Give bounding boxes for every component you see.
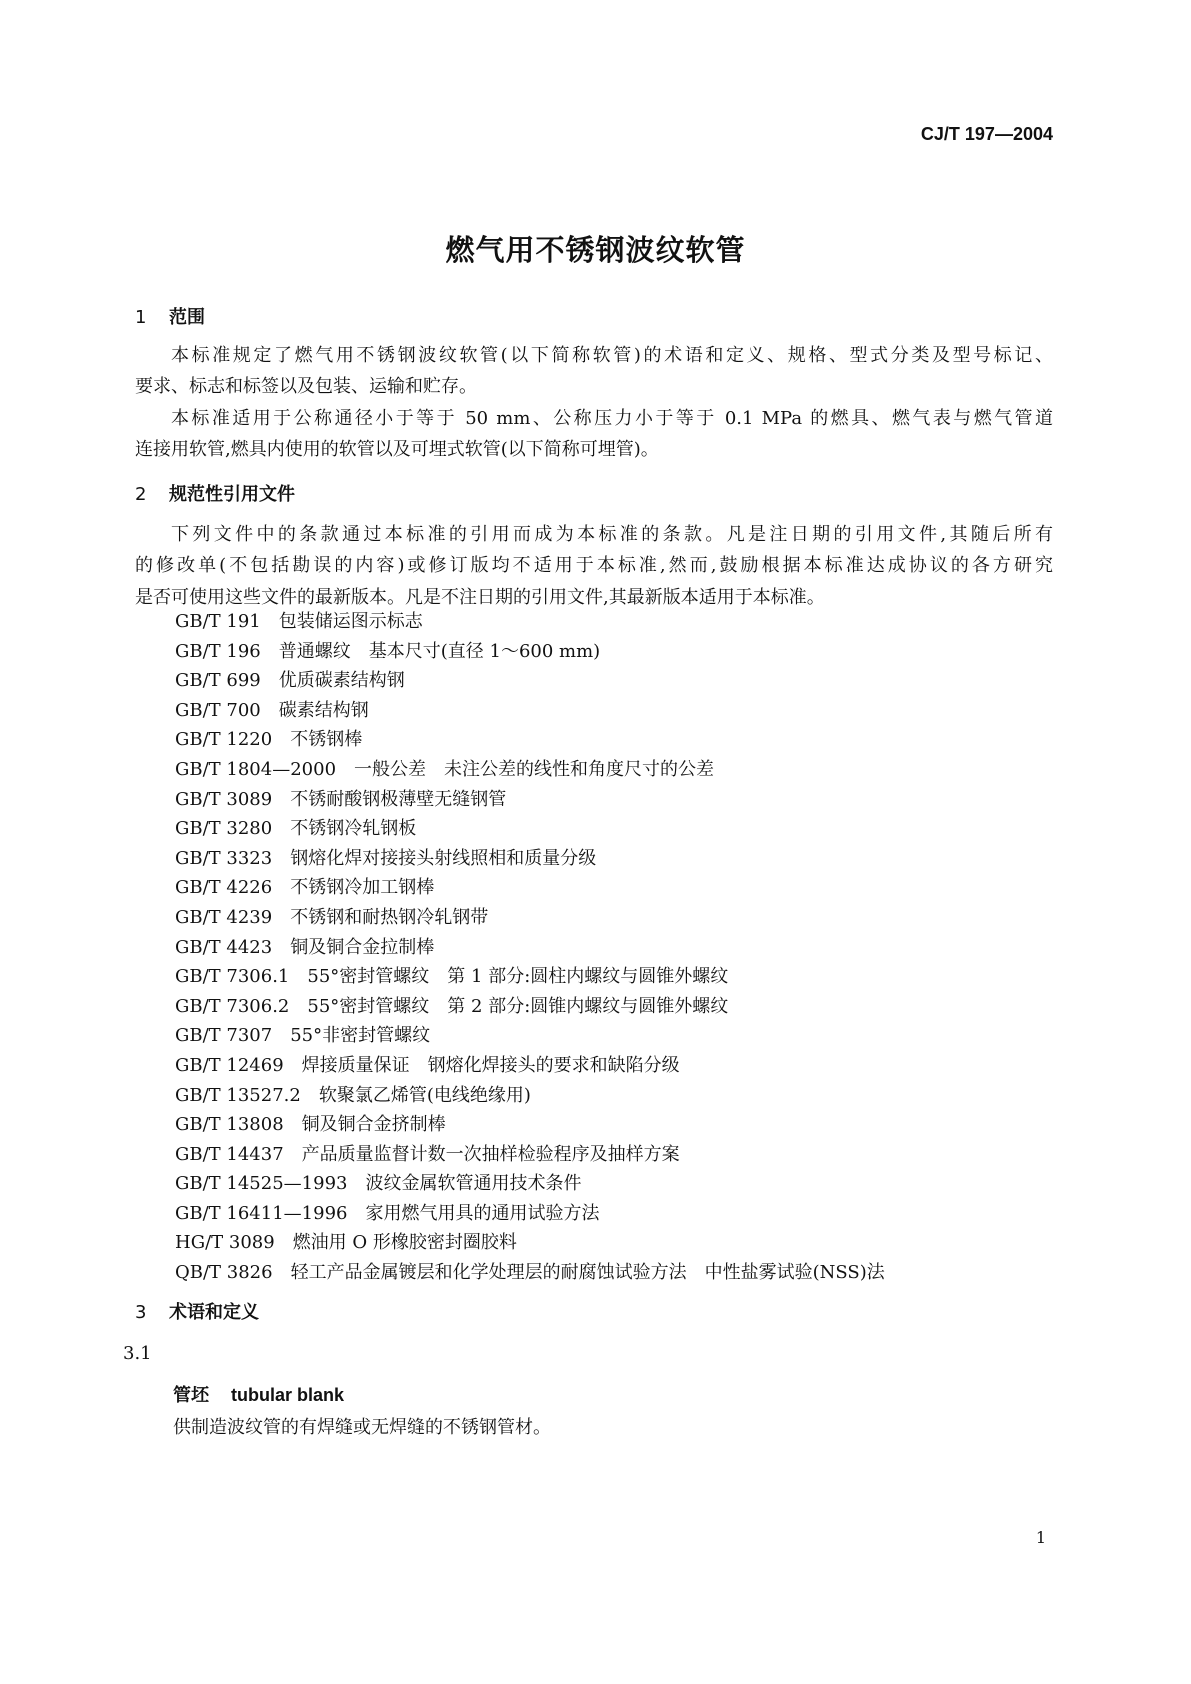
reference-item [175,933,885,963]
reference-item [175,992,885,1022]
reference-code: GB/T 13527.2 [175,1084,301,1106]
standard-code: CJ/T 197—2004 [920,124,1053,144]
reference-code: GB/T 4226 [175,877,273,899]
reference-code: GB/T 14437 [175,1143,284,1165]
reference-code: GB/T 4239 [175,906,273,928]
reference-item [175,637,885,667]
reference-item [175,607,885,637]
reference-code: GB/T 3323 [175,847,273,869]
reference-title: 包装储运图示标志 [278,611,423,632]
term-chinese: 管坯 [173,1385,209,1406]
reference-item [175,844,885,874]
reference-code: GB/T 7306.2 [175,995,290,1017]
reference-title: 不锈钢和耐热钢冷轧钢带 [290,906,489,928]
reference-item [175,755,885,785]
document-title: 燃气用不锈钢波纹软管 [445,233,746,267]
reference-item [175,873,885,903]
reference-code: GB/T 699 [175,670,261,692]
reference-item [175,1110,885,1140]
section-number: 2 [135,484,147,505]
reference-title: 55°密封管螺纹 第 2 部分:圆锥内螺纹与圆锥外螺纹 [307,995,729,1017]
reference-title: 波纹金属软管通用技术条件 [365,1173,582,1195]
section-number: 3 [135,1302,147,1323]
reference-item [175,696,885,726]
reference-item [175,1051,885,1081]
reference-title: 不锈钢冷轧钢板 [290,818,417,840]
reference-item [175,785,885,815]
reference-title: 焊接质量保证 钢熔化焊接头的要求和缺陷分级 [301,1054,680,1076]
subsection-number: 3.1 [123,1343,152,1364]
reference-title: 碳素结构钢 [278,699,369,721]
reference-code: GB/T 1804—2000 [175,758,337,780]
section-1-heading [135,303,205,329]
reference-item [175,1169,885,1199]
reference-code: GB/T 191 [175,611,261,632]
reference-code: GB/T 4423 [175,936,273,958]
reference-title: 55°非密封管螺纹 [290,1025,431,1047]
reference-item [175,1140,885,1170]
reference-title: 铜及铜合金拉制棒 [290,936,435,958]
reference-title: 燃油用 O 形橡胶密封圈胶料 [292,1232,517,1254]
reference-code: GB/T 16411—1996 [175,1202,348,1224]
paragraph-line: 要求、标志和标签以及包装、运输和贮存。 [135,376,477,398]
reference-item [175,1228,885,1258]
reference-code: HG/T 3089 [175,1232,275,1254]
term-definition: 供制造波纹管的有焊缝或无焊缝的不锈钢管材。 [173,1417,551,1438]
section-title: 规范性引用文件 [169,484,295,505]
reference-title: 家用燃气用具的通用试验方法 [365,1202,600,1224]
reference-code: QB/T 3826 [175,1262,273,1284]
reference-code: GB/T 7306.1 [175,966,290,988]
reference-title: 不锈耐酸钢极薄壁无缝钢管 [290,788,507,810]
section-2-body [135,519,1053,613]
reference-title: 软聚氯乙烯管(电线绝缘用) [318,1084,531,1106]
reference-title: 优质碳素结构钢 [278,670,405,692]
reference-code: GB/T 1220 [175,729,273,751]
reference-item [175,962,885,992]
reference-code: GB/T 196 [175,640,261,662]
reference-code: GB/T 12469 [175,1054,284,1076]
paragraph-line: 的修改单(不包括勘误的内容)或修订版均不适用于本标准,然而,鼓励根据本标准达成协议的各方研究 [135,555,1053,577]
section-2-heading [135,480,295,506]
paragraph-line: 本标准规定了燃气用不锈钢波纹软管(以下简称软管)的术语和定义、规格、型式分类及型号标记、 [171,345,1053,366]
reference-code: GB/T 14525—1993 [175,1173,348,1195]
reference-item [175,814,885,844]
reference-code: GB/T 13808 [175,1114,284,1136]
reference-title: 不锈钢棒 [290,729,363,751]
term-english: tubular blank [231,1385,345,1405]
reference-title: 轻工产品金属镀层和化学处理层的耐腐蚀试验方法 中性盐雾试验(NSS)法 [290,1262,885,1284]
reference-title: 不锈钢冷加工钢棒 [290,877,435,899]
reference-item [175,1021,885,1051]
page-number: 1 [1035,1528,1046,1547]
reference-title: 55°密封管螺纹 第 1 部分:圆柱内螺纹与圆锥外螺纹 [307,966,729,988]
reference-title: 一般公差 未注公差的线性和角度尺寸的公差 [354,758,715,780]
reference-code: GB/T 700 [175,699,261,721]
reference-code: GB/T 3280 [175,818,273,840]
section-number: 1 [135,307,147,328]
reference-item [175,666,885,696]
reference-title: 产品质量监督计数一次抽样检验程序及抽样方案 [301,1143,680,1165]
reference-item [175,1258,885,1288]
paragraph-line: 本标准适用于公称通径小于等于 50 mm、公称压力小于等于 0.1 MPa 的燃具、燃气表与燃气管道 [171,407,1053,429]
reference-code: GB/T 7307 [175,1025,273,1047]
reference-title: 普通螺纹 基本尺寸(直径 1～600 mm) [278,640,601,662]
reference-item [175,1081,885,1111]
reference-code: GB/T 3089 [175,788,273,810]
section-title: 范围 [169,307,205,328]
section-3-heading [135,1298,259,1324]
reference-item [175,1199,885,1229]
section-title: 术语和定义 [169,1302,259,1323]
reference-item [175,725,885,755]
reference-item [175,903,885,933]
reference-title: 铜及铜合金挤制棒 [301,1114,446,1136]
term-line [173,1381,344,1407]
section-1-body [135,340,1053,465]
paragraph-line: 连接用软管,燃具内使用的软管以及可埋式软管(以下简称可埋管)。 [135,438,659,460]
paragraph-line: 是否可使用这些文件的最新版本。凡是不注日期的引用文件,其最新版本适用于本标准。 [135,586,825,608]
paragraph-line: 下列文件中的条款通过本标准的引用而成为本标准的条款。凡是注日期的引用文件,其随后所有 [171,524,1053,545]
normative-references-list [175,607,885,1288]
reference-title: 钢熔化焊对接接头射线照相和质量分级 [290,847,597,869]
